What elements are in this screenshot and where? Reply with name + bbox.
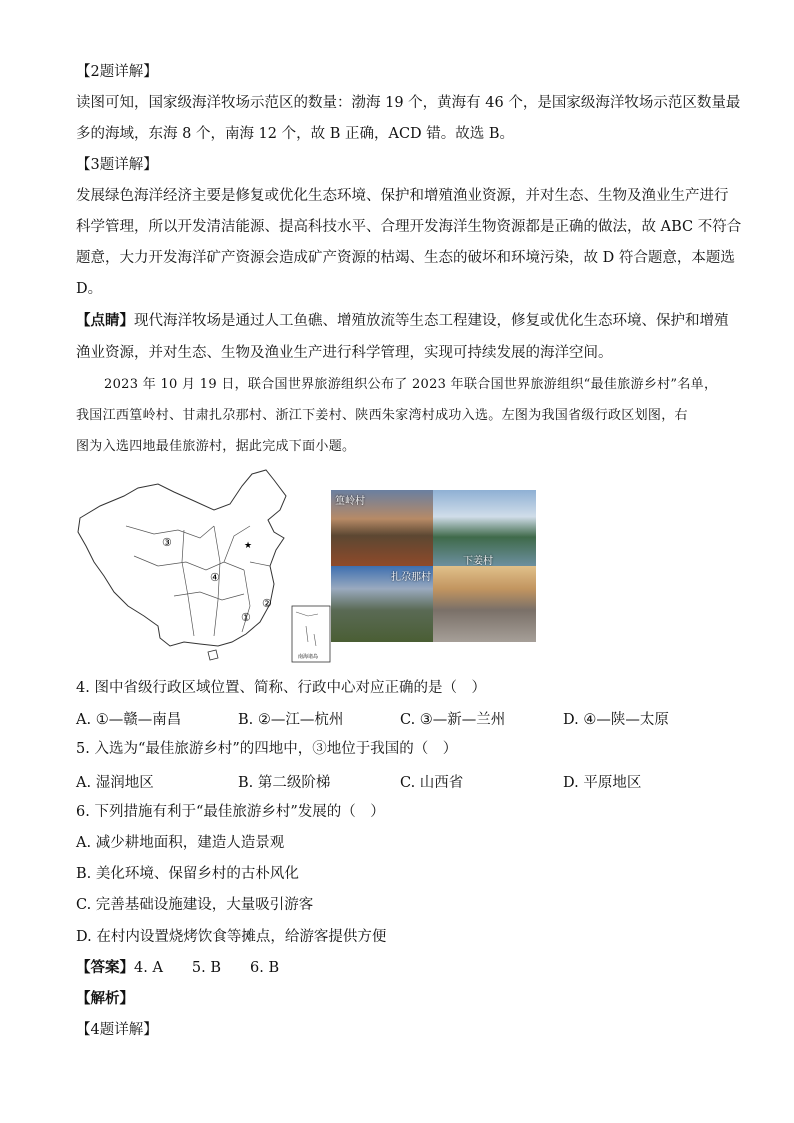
section-3-line-3: 题意，大力开发海洋矿产资源会造成矿产资源的枯竭、生态的破坏和环境污染，故 D 符合题意，本题选 [76,250,735,266]
question-6-option-b: B. 美化环境、保留乡村的古朴风化 [76,866,299,882]
question-6-option-c: C. 完善基础设施建设，大量吸引游客 [76,897,314,913]
analysis-heading: 【解析】 [76,990,134,1007]
question-5-option-a: A. 湿润地区 [76,775,154,791]
tip-line-2: 渔业资源，并对生态、生物及渔业生产进行科学管理，实现可持续发展的海洋空间。 [76,345,613,361]
photo-zhujiawan [433,566,536,642]
tip-text-1: 现代海洋牧场是通过人工鱼礁、增殖放流等生态工程建设，修复或优化生态环境、保护和增殖 [134,313,729,329]
inset-label: 南海诸岛 [298,654,319,660]
answer-values: 4. A 5. B 6. B [134,960,280,976]
section-3-line-2: 科学管理，所以开发清洁能源、提高科技水平、合理开发海洋生物资源都是正确的做法，故 ABC 不符合 [76,219,742,235]
section-2-line-2: 多的海域，东海 8 个，南海 12 个，故 B 正确，ACD 错。故选 B。 [76,126,515,142]
photo-label-zhagana: 扎尕那村 [391,572,431,583]
section-2-heading: 【2题详解】 [76,64,158,80]
section-3-heading: 【3题详解】 [76,157,158,173]
question-4-option-c: C. ③—新—兰州 [400,712,506,728]
intro-line-1: 2023 年 10 月 19 日，联合国世界旅游组织公布了 2023 年联合国世界旅游组织“最佳旅游乡村”名单， [104,377,718,392]
map-marker-4: ④ [210,571,220,584]
photo-label-xiajiang: 下姜村 [463,556,493,566]
section-4-heading: 【4题详解】 [76,1022,158,1038]
question-4-option-d: D. ④—陕—太原 [563,712,669,728]
question-5-option-d: D. 平原地区 [563,775,642,791]
answer-label: 【答案】 [76,959,134,976]
capital-star-icon: ★ [244,541,253,551]
question-4-option-a: A. ①—赣—南昌 [76,712,182,728]
question-6-stem: 6. 下列措施有利于“最佳旅游乡村”发展的（ ） [76,804,385,820]
question-6-option-d: D. 在村内设置烧烤饮食等摊点，给游客提供方便 [76,929,387,945]
question-4-stem: 4. 图中省级行政区域位置、简称、行政中心对应正确的是（ ） [76,680,486,696]
photo-xiajiang [433,490,536,566]
question-6-option-a: A. 减少耕地面积，建造人造景观 [76,835,285,851]
tip-label: 【点睛】 [76,312,134,329]
map-marker-3: ③ [162,536,172,549]
section-3-line-1: 发展绿色海洋经济主要是修复或优化生态环境、保护和增殖渔业资源，并对生态、生物及渔业生产进行 [76,188,729,204]
question-5-option-b: B. 第二级阶梯 [238,775,331,791]
section-3-line-4: D。 [76,281,103,297]
photo-zhagana [331,566,433,642]
photo-huangling [331,490,433,566]
photo-label-huangling: 篁岭村 [335,496,365,507]
intro-line-2: 我国江西篁岭村、甘肃扎尕那村、浙江下姜村、陕西朱家湾村成功入选。左图为我国省级行政区划图，右 [76,408,688,423]
question-4-option-b: B. ②—江—杭州 [238,712,344,728]
question-5-stem: 5. 入选为“最佳旅游乡村”的四地中，③地位于我国的（ ） [76,741,458,757]
answer-line [76,958,279,978]
map-marker-2: ② [262,597,272,610]
tip-line-1 [76,311,729,331]
china-province-map [74,466,332,666]
section-2-line-1: 读图可知，国家级海洋牧场示范区的数量：渤海 19 个，黄海有 46 个，是国家级海洋牧场示范区数量最 [76,95,741,111]
intro-line-3: 图为入选四地最佳旅游村，据此完成下面小题。 [76,439,356,454]
question-5-option-c: C. 山西省 [400,775,464,791]
map-marker-1: ① [241,611,251,624]
hainan-island [208,650,218,660]
